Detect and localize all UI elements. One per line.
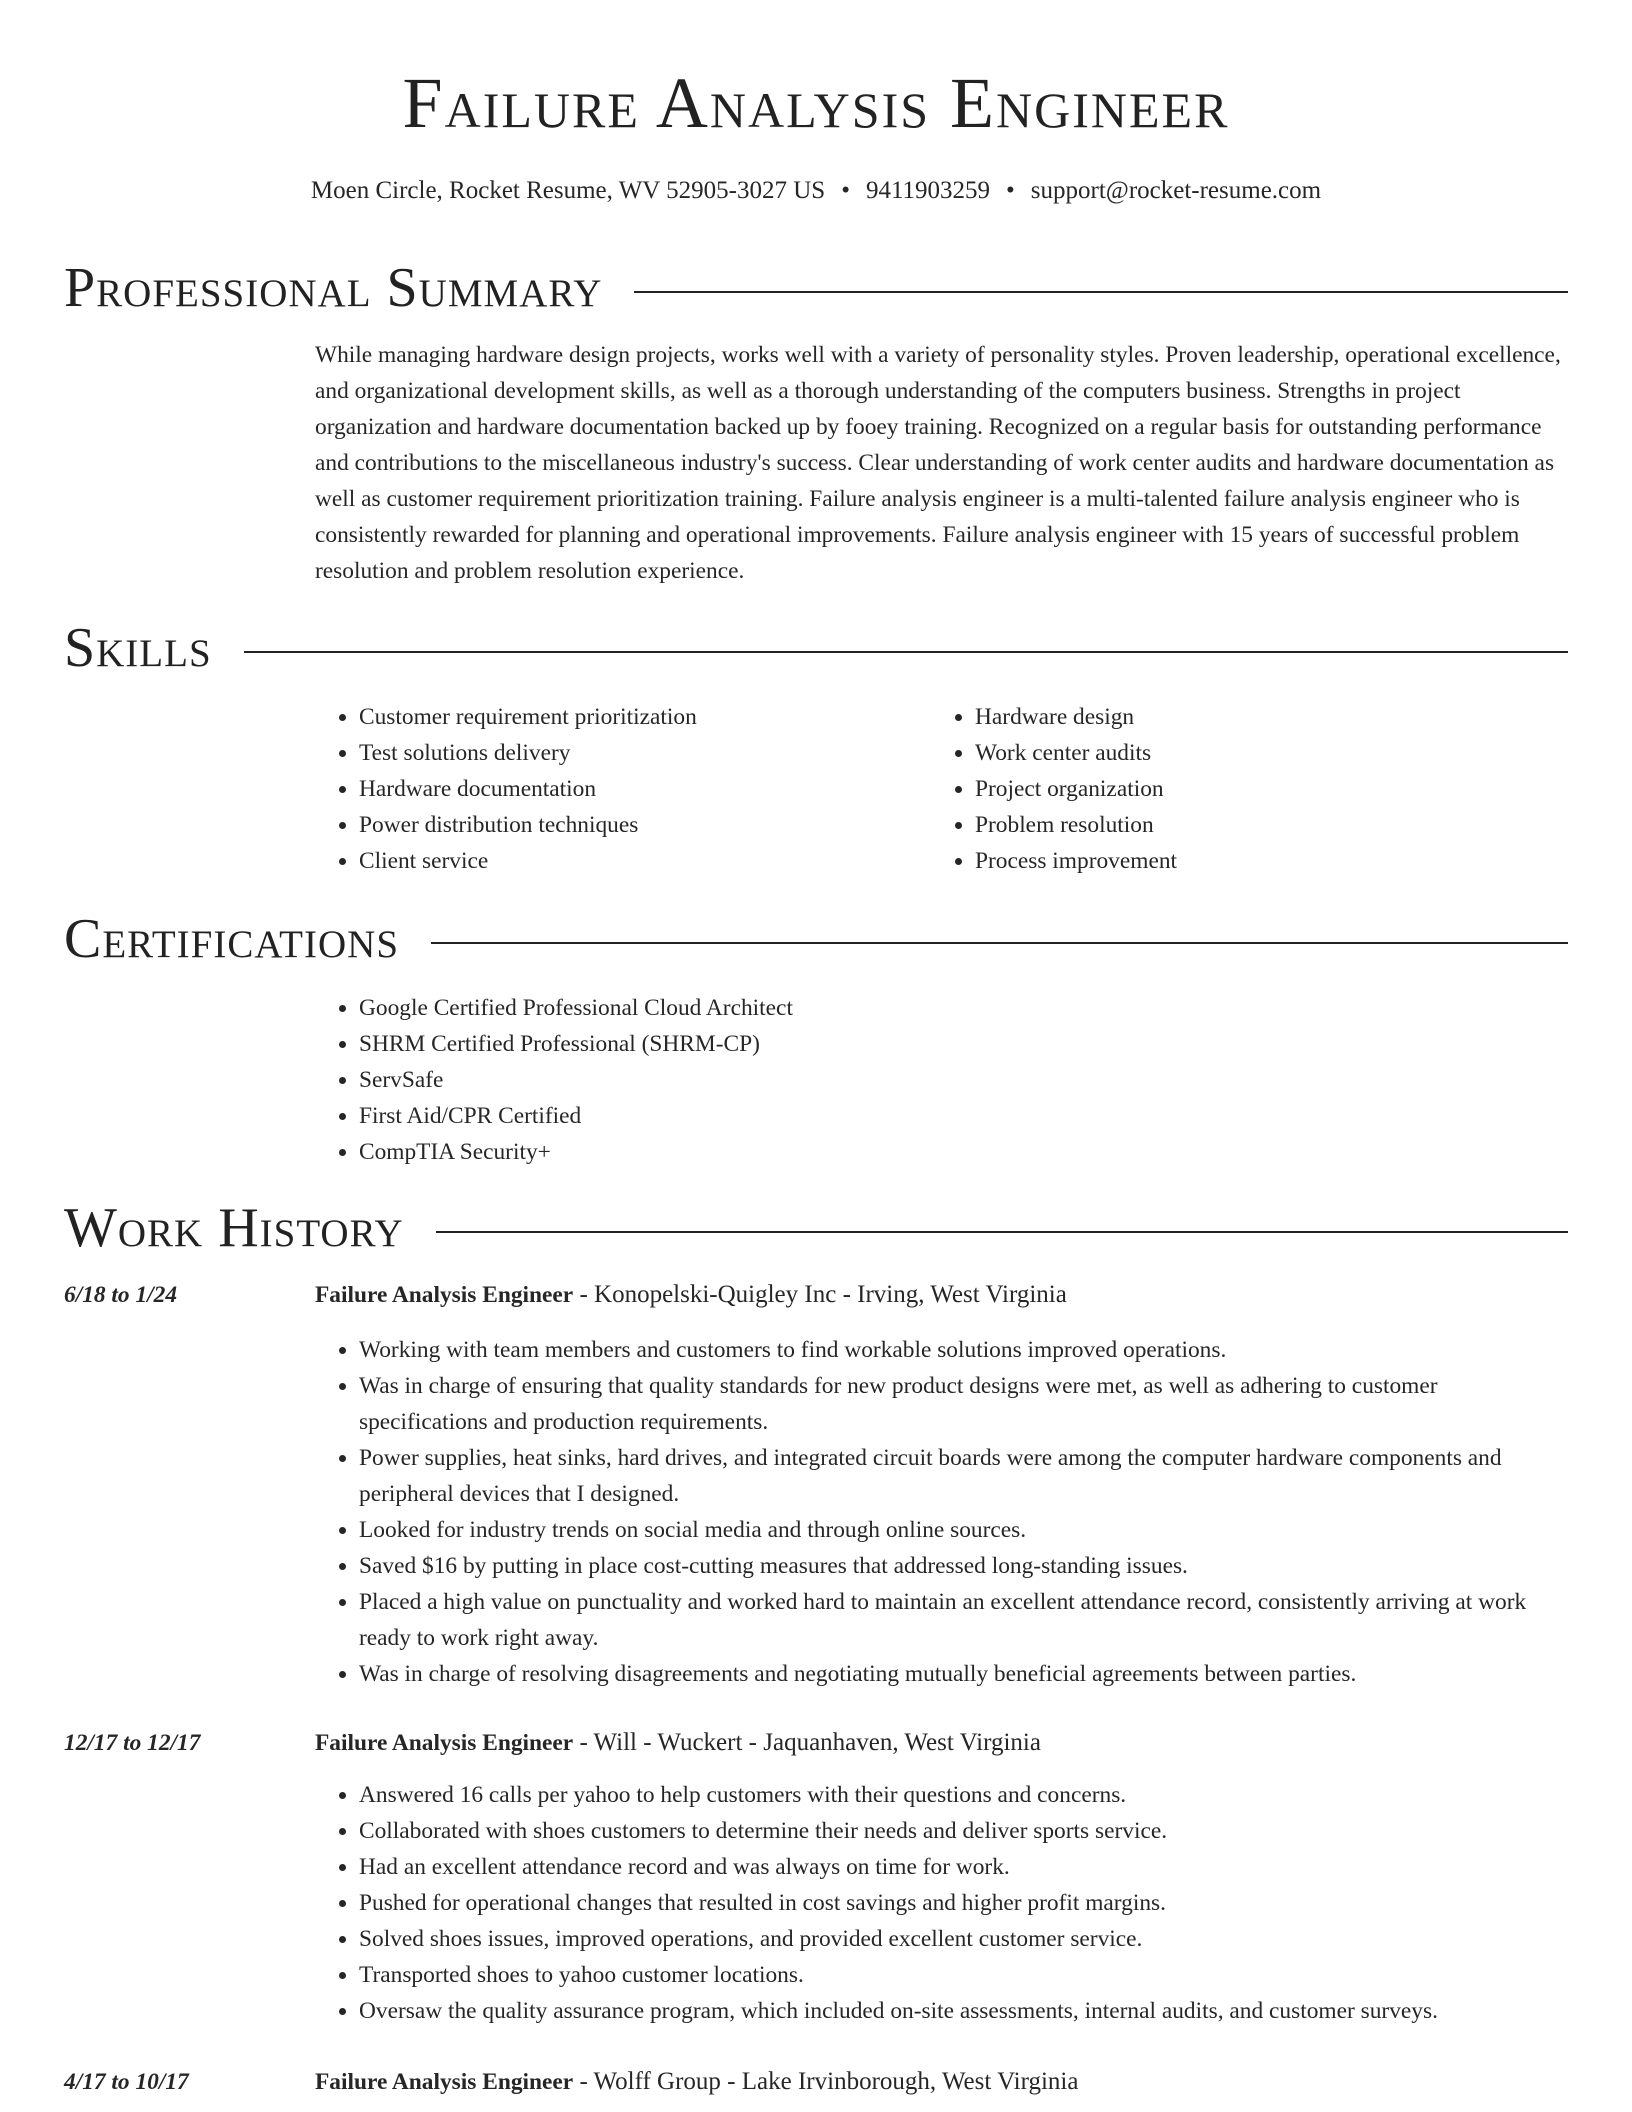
skills-section-header xyxy=(64,613,1568,683)
section-divider xyxy=(244,651,1568,653)
work-history-heading: Work History xyxy=(64,1197,404,1259)
work-history-section-header xyxy=(64,1193,1568,1263)
skills-heading: Skills xyxy=(64,617,212,679)
job-bullet-list xyxy=(315,1777,1568,2029)
job-details: - Konopelski-Quigley Inc - Irving, West Virginia xyxy=(573,1281,1067,1308)
job-bullet-item: • Was in charge of ensuring that quality standards for new product designs were met, as well as adhering to customer specifications and production requirements. xyxy=(359,1368,1568,1440)
job-bullet-item: • Pushed for operational changes that resulted in cost savings and higher profit margins. xyxy=(359,1885,1568,1921)
skill-item: • Test solutions delivery xyxy=(359,735,915,771)
summary-section-header xyxy=(64,253,1568,323)
skills-list-right xyxy=(931,699,1531,879)
job-bullet-item: • Transported shoes to yahoo customer locations. xyxy=(359,1957,1568,1993)
skill-item: • Process improvement xyxy=(975,843,1531,879)
skill-item: • Work center audits xyxy=(975,735,1531,771)
contact-separator: • xyxy=(841,177,850,204)
skill-item: • Client service xyxy=(359,843,915,879)
certification-item: • Google Certified Professional Cloud Architect xyxy=(359,990,1415,1026)
job-bullet-item: • Saved $16 by putting in place cost-cutting measures that addressed long-standing issues. xyxy=(359,1548,1568,1584)
section-divider xyxy=(436,1231,1568,1233)
job-bullet-item: • Solved shoes issues, improved operations, and provided excellent customer service. xyxy=(359,1921,1568,1957)
skill-item: • Power distribution techniques xyxy=(359,807,915,843)
skill-item: • Problem resolution xyxy=(975,807,1531,843)
job-heading xyxy=(315,1725,1568,1761)
job-role: Failure Analysis Engineer xyxy=(315,1730,574,1756)
certification-item: • SHRM Certified Professional (SHRM-CP) xyxy=(359,1026,1415,1062)
job-dates: 6/18 to 1/24 xyxy=(64,1282,178,1308)
job-details: - Will - Wuckert - Jaquanhaven, West Virginia xyxy=(573,1729,1041,1756)
contact-separator: • xyxy=(1006,177,1015,204)
certification-item: • CompTIA Security+ xyxy=(359,1134,1415,1170)
job-bullet-item: • Collaborated with shoes customers to determine their needs and deliver sports service. xyxy=(359,1813,1568,1849)
certifications-heading: Certifications xyxy=(64,908,400,970)
skills-list-left xyxy=(315,699,915,879)
resume-title: Failure Analysis Engineer xyxy=(402,63,1230,143)
skills-column-left xyxy=(315,699,915,879)
skill-item: • Customer requirement prioritization xyxy=(359,699,915,735)
contact-line xyxy=(0,174,1632,208)
certification-item: • First Aid/CPR Certified xyxy=(359,1098,1415,1134)
certifications-list xyxy=(315,990,1415,1170)
job-bullets xyxy=(315,1777,1568,2029)
skill-item: • Hardware documentation xyxy=(359,771,915,807)
skill-item: • Project organization xyxy=(975,771,1531,807)
skills-column-right xyxy=(931,699,1531,879)
job-bullet-item: • Had an excellent attendance record and was always on time for work. xyxy=(359,1849,1568,1885)
section-divider xyxy=(634,291,1568,293)
job-bullet-item: • Oversaw the quality assurance program, which included on-site assessments, internal audits, and customer surveys. xyxy=(359,1993,1568,2029)
job-bullets xyxy=(315,1332,1568,1692)
contact-phone: 9411903259 xyxy=(865,177,991,204)
job-role: Failure Analysis Engineer xyxy=(315,2069,574,2095)
job-role: Failure Analysis Engineer xyxy=(315,1282,574,1308)
contact-email: support@rocket-resume.com xyxy=(1030,177,1322,204)
job-bullet-list xyxy=(315,1332,1568,1692)
job-heading xyxy=(315,1277,1568,1313)
job-dates: 12/17 to 12/17 xyxy=(64,1730,201,1756)
skill-item: • Hardware design xyxy=(975,699,1531,735)
contact-address: Moen Circle, Rocket Resume, WV 52905-3027 US xyxy=(310,177,826,204)
summary-heading: Professional Summary xyxy=(64,257,603,319)
section-divider xyxy=(431,942,1568,944)
certifications-block xyxy=(315,990,1415,1170)
certification-item: • ServSafe xyxy=(359,1062,1415,1098)
job-bullet-item: • Placed a high value on punctuality and worked hard to maintain an excellent attendance record, consistently arriving at work ready to work right away. xyxy=(359,1584,1568,1656)
job-heading xyxy=(315,2064,1568,2100)
summary-text: While managing hardware design projects, works well with a variety of personality styles. Proven leadership, operational excellence, and organizational development skills, as well as a thorough understanding of the computers business. Strengths in project organization and hardware documentation backed up by fooey training. Recognized on a regular basis for outstanding performance and contributions to the miscellaneous industry's success. Clear understanding of work center audits and hardware documentation as well as customer requirement prioritization training. Failure analysis engineer is a multi-talented failure analysis engineer who is consistently rewarded for planning and operational improvements. Failure analysis engineer with 15 years of successful problem resolution and problem resolution experience. xyxy=(315,342,1561,584)
certifications-section-header xyxy=(64,904,1568,974)
job-dates: 4/17 to 10/17 xyxy=(64,2069,189,2095)
job-bullet-item: • Power supplies, heat sinks, hard drives, and integrated circuit boards were among the computer hardware components and peripheral devices that I designed. xyxy=(359,1440,1568,1512)
job-details: - Wolff Group - Lake Irvinborough, West Virginia xyxy=(573,2068,1079,2095)
job-bullet-item: • Was in charge of resolving disagreements and negotiating mutually beneficial agreements between parties. xyxy=(359,1656,1568,1692)
job-bullet-item: • Answered 16 calls per yahoo to help customers with their questions and concerns. xyxy=(359,1777,1568,1813)
job-bullet-item: • Working with team members and customers to find workable solutions improved operations. xyxy=(359,1332,1568,1368)
job-bullet-item: • Looked for industry trends on social media and through online sources. xyxy=(359,1512,1568,1548)
